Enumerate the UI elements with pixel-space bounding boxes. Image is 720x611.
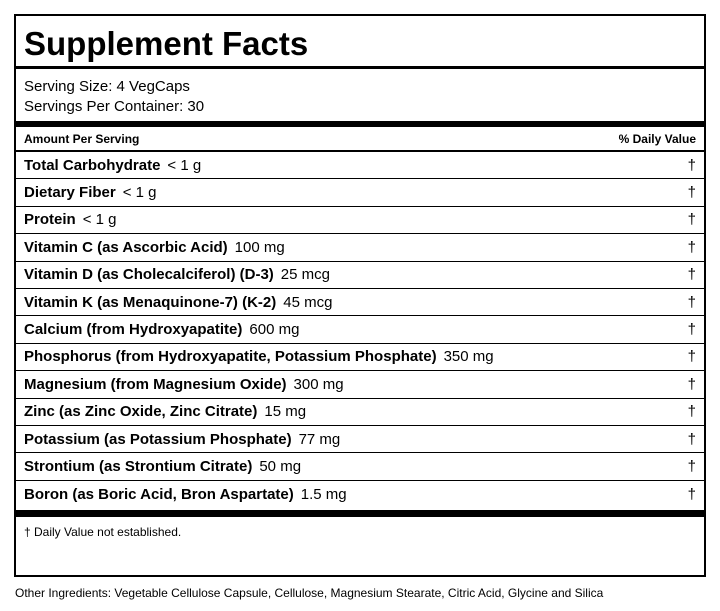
nutrient-daily-value: † — [687, 156, 696, 174]
nutrient-row — [16, 453, 704, 480]
nutrient-name: Potassium (as Potassium Phosphate) — [24, 430, 292, 448]
nutrient-name: Dietary Fiber — [24, 184, 116, 202]
nutrient-daily-value: † — [687, 184, 696, 202]
nutrient-name: Vitamin K (as Menaquinone-7) (K-2) — [24, 293, 277, 311]
nutrient-name: Calcium (from Hydroxyapatite) — [24, 321, 243, 339]
nutrient-amount: < 1 g — [82, 211, 117, 229]
nutrient-row — [16, 234, 704, 261]
nutrient-row — [16, 481, 704, 508]
nutrient-amount: < 1 g — [167, 156, 202, 174]
amount-per-serving-header: Amount Per Serving — [24, 131, 140, 146]
nutrient-daily-value: † — [687, 211, 696, 229]
nutrient-amount: 350 mg — [443, 348, 494, 366]
nutrient-label — [24, 321, 299, 338]
nutrient-label — [24, 157, 201, 174]
nutrient-label — [24, 266, 330, 283]
column-header-row — [16, 127, 704, 152]
nutrient-name: Vitamin D (as Cholecalciferol) (D-3) — [24, 266, 274, 284]
nutrient-label — [24, 239, 285, 256]
nutrient-amount: 100 mg — [234, 238, 285, 256]
nutrient-name: Zinc (as Zinc Oxide, Zinc Citrate) — [24, 403, 258, 421]
nutrient-list — [16, 152, 704, 508]
nutrient-label — [24, 403, 306, 420]
servings-per-container: Servings Per Container: 30 — [24, 98, 205, 115]
nutrient-name: Boron (as Boric Acid, Bron Aspartate) — [24, 485, 294, 503]
nutrient-daily-value: † — [687, 321, 696, 339]
nutrient-row — [16, 152, 704, 179]
nutrient-daily-value: † — [687, 266, 696, 284]
nutrient-daily-value: † — [687, 457, 696, 475]
panel-title: Supplement Facts — [16, 16, 704, 69]
nutrient-label — [24, 376, 344, 393]
nutrient-name: Phosphorus (from Hydroxyapatite, Potassium Phosphate) — [24, 348, 437, 366]
nutrient-row — [16, 316, 704, 343]
serving-size: Serving Size: 4 VegCaps — [24, 78, 190, 95]
nutrient-row — [16, 344, 704, 371]
nutrient-label — [24, 184, 156, 201]
nutrient-amount: 15 mg — [264, 403, 307, 421]
nutrient-name: Protein — [24, 211, 76, 229]
nutrient-label — [24, 431, 340, 448]
nutrient-row — [16, 289, 704, 316]
nutrient-daily-value: † — [687, 403, 696, 421]
nutrient-row — [16, 262, 704, 289]
nutrient-daily-value: † — [687, 238, 696, 256]
nutrient-name: Total Carbohydrate — [24, 156, 161, 174]
serving-info — [16, 69, 704, 121]
other-ingredients: Other Ingredients: Vegetable Cellulose Capsule, Cellulose, Magnesium Stearate, Citric Acid, Glycine and Silica — [15, 586, 604, 600]
nutrient-label — [24, 458, 301, 475]
nutrient-row — [16, 399, 704, 426]
nutrient-name: Strontium (as Strontium Citrate) — [24, 457, 253, 475]
nutrient-name: Magnesium (from Magnesium Oxide) — [24, 375, 287, 393]
bottom-thick-divider — [16, 510, 704, 517]
daily-value-header: % Daily Value — [618, 131, 696, 146]
nutrient-amount: 25 mcg — [280, 266, 330, 284]
nutrient-label — [24, 211, 116, 228]
nutrient-daily-value: † — [687, 293, 696, 311]
nutrient-daily-value: † — [687, 430, 696, 448]
nutrient-amount: 45 mcg — [283, 293, 333, 311]
supplement-facts-panel — [14, 14, 706, 577]
daily-value-footnote: † Daily Value not established. — [24, 525, 182, 540]
nutrient-amount: 300 mg — [293, 375, 344, 393]
nutrient-amount: < 1 g — [122, 184, 157, 202]
nutrient-daily-value: † — [687, 375, 696, 393]
nutrient-amount: 77 mg — [298, 430, 341, 448]
nutrient-row — [16, 371, 704, 398]
nutrient-label — [24, 348, 494, 365]
nutrient-amount: 50 mg — [259, 457, 302, 475]
nutrient-label — [24, 294, 332, 311]
nutrient-amount: 600 mg — [249, 321, 300, 339]
nutrient-name: Vitamin C (as Ascorbic Acid) — [24, 238, 228, 256]
nutrient-daily-value: † — [687, 485, 696, 503]
nutrient-daily-value: † — [687, 348, 696, 366]
nutrient-amount: 1.5 mg — [300, 485, 347, 503]
nutrient-row — [16, 426, 704, 453]
nutrient-row — [16, 179, 704, 206]
nutrient-label — [24, 486, 347, 503]
nutrient-row — [16, 207, 704, 234]
